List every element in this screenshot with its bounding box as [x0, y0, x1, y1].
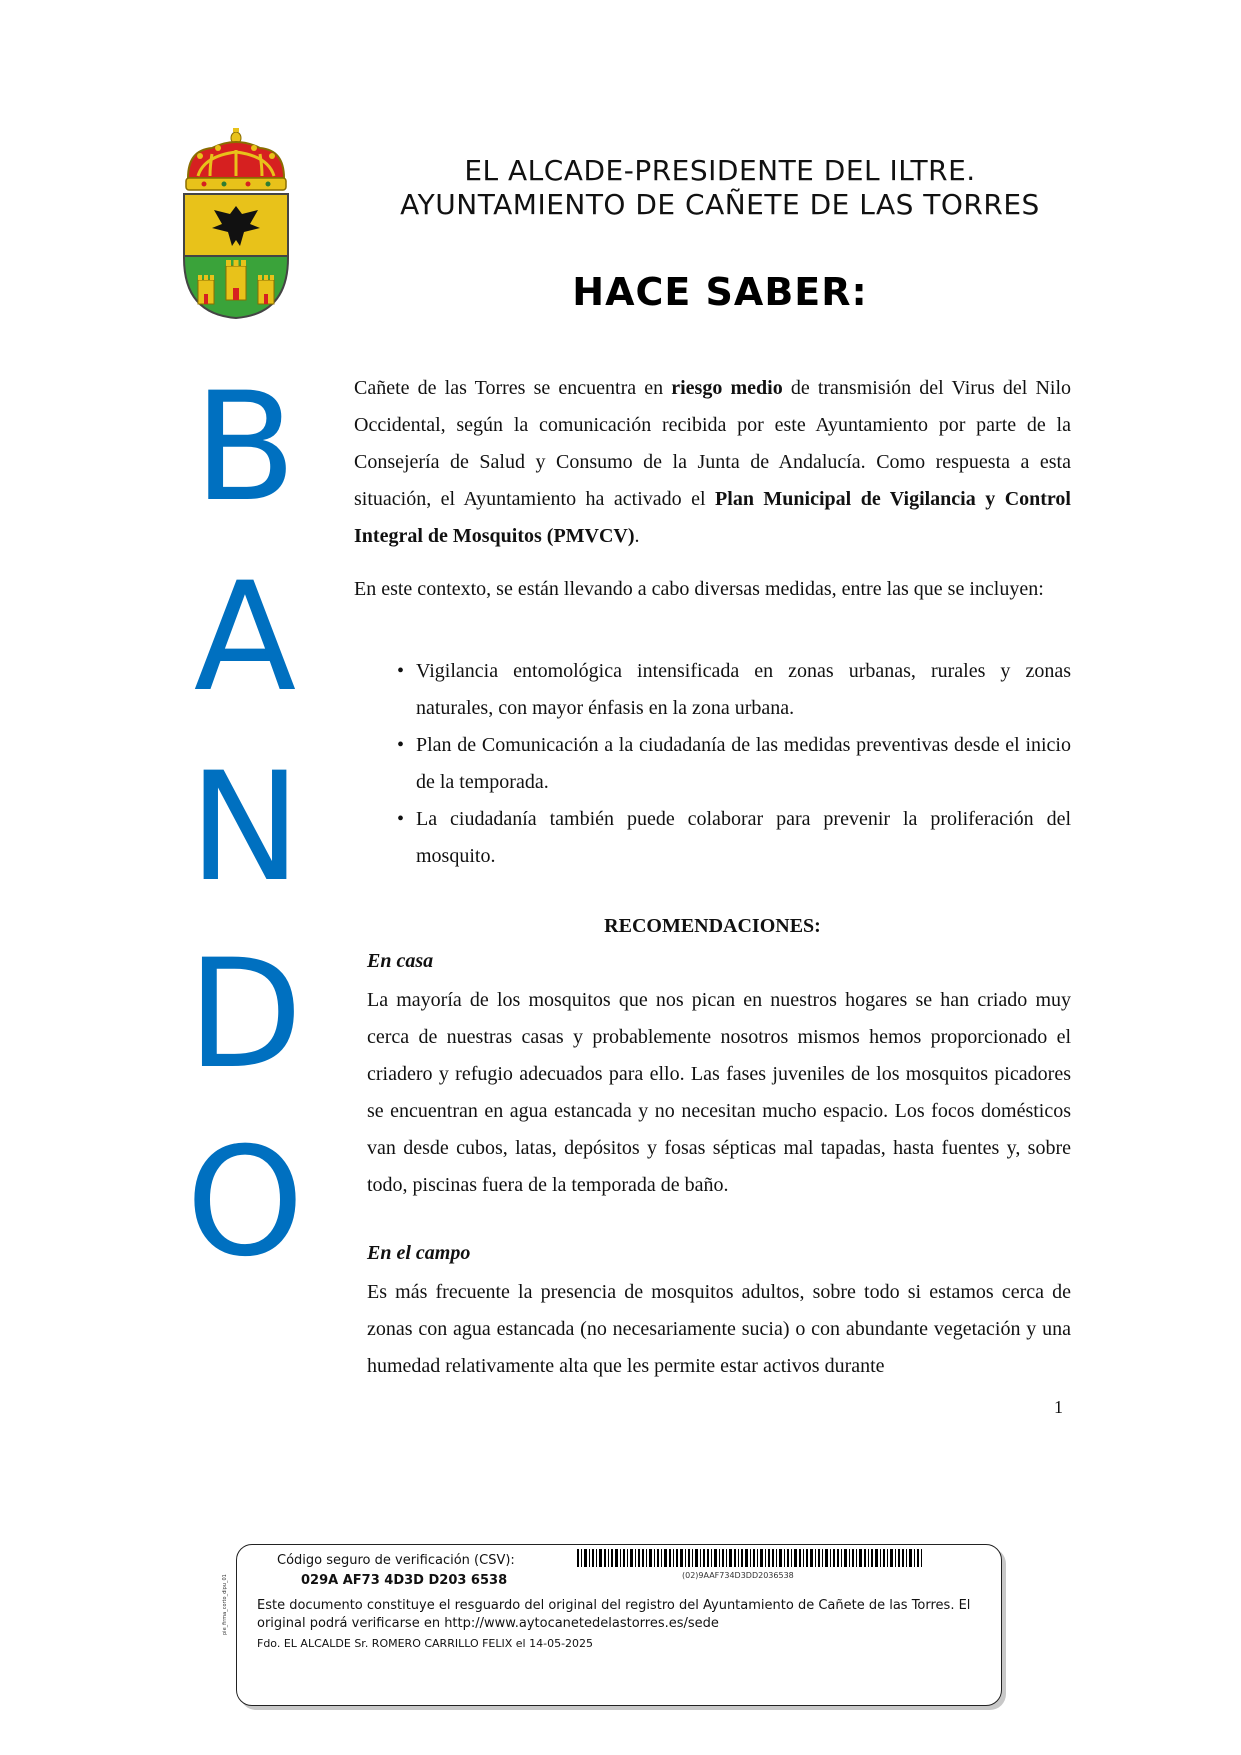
- page-number: 1: [1054, 1397, 1063, 1417]
- csv-signature: Fdo. EL ALCALDE Sr. ROMERO CARRILLO FELIX el 14-05-2025: [257, 1637, 594, 1650]
- barcode-icon: [577, 1549, 922, 1567]
- en-el-campo-heading: En el campo: [367, 1242, 471, 1264]
- bullet-icon: •: [397, 808, 405, 830]
- list-item: • La ciudadanía también puede colaborar para prevenir la proliferación del mosquito.: [400, 801, 1071, 875]
- list-item: • Vigilancia entomológica intensificada en zonas urbanas, rurales y zonas naturales, con mayor énfasis en la zona urbana.: [400, 653, 1071, 727]
- en-casa-heading: En casa: [367, 950, 434, 972]
- bullet-icon: •: [397, 734, 405, 756]
- recommendations-heading: RECOMENDACIONES:: [604, 915, 821, 937]
- hace-saber-heading: HACE SABER:: [572, 270, 868, 314]
- en-casa-paragraph: La mayoría de los mosquitos que nos pican en nuestros hogares se han criado muy cerca de nuestras casas y probablemente nosotros mismos hemos proporcionado el criadero y refugio adecuados para ello. Las fases juveniles de los mosquitos picadores se encuentran en agua estancada y no necesitan mucho espacio. Los focos domésticos van desde cubos, latas, depósitos y fosas sépticas mal tapadas, hasta fuentes y, sobre todo, piscinas fuera de la temporada de baño.: [367, 989, 1071, 1196]
- list-item: • Plan de Comunicación a la ciudadanía de las medidas preventivas desde el inicio de la temporada.: [400, 727, 1071, 801]
- intro-paragraph: Cañete de las Torres se encuentra en riesgo medio de transmisión del Virus del Nilo Occidental, según la comunicación recibida por este Ayuntamiento por parte de la Consejería de Salud y Consumo de la Junta de Andalucía. Como respuesta a esta situación, el Ayuntamiento ha activado el Plan Municipal de Vigilancia y Control Integral de Mosquitos (PMVCV).: [354, 377, 1072, 547]
- bando-letter-o: O: [185, 1116, 305, 1290]
- bando-letter-n: N: [188, 741, 302, 915]
- csv-description: Este documento constituye el resguardo del original del registro del Ayuntamiento de Cañete de las Torres. El original podrá verificarse en http://www.aytocanetedelastorres.es/sede: [257, 1598, 971, 1631]
- en-el-campo-paragraph: Es más frecuente la presencia de mosquitos adultos, sobre todo si estamos cerca de zonas con agua estancada (no necesariamente sucia) o con abundante vegetación y una humedad relativamente alta que les permite estar activos durante: [367, 1281, 1071, 1377]
- municipal-coat-of-arms: [180, 128, 292, 320]
- bando-letter-d: D: [187, 928, 303, 1102]
- context-paragraph: En este contexto, se están llevando a cabo diversas medidas, entre las que se incluyen:: [354, 578, 1044, 600]
- bullet-icon: •: [397, 660, 405, 682]
- header-line-2: AYUNTAMIENTO DE CAÑETE DE LAS TORRES: [400, 188, 1040, 221]
- measures-list: [397, 653, 1071, 875]
- header-line-1: EL ALCADE-PRESIDENTE DEL ILTRE.: [464, 154, 976, 187]
- verification-box: [236, 1544, 1002, 1706]
- csv-code: 029A AF73 4D3D D203 6538: [301, 1573, 508, 1588]
- barcode-text: (02)9AAF734D3DD2036538: [682, 1571, 794, 1580]
- csv-label: Código seguro de verificación (CSV):: [277, 1553, 515, 1568]
- footer-side-id: pie_firma_corto_dipu_01: [222, 1574, 228, 1635]
- bando-letter-b: B: [193, 361, 297, 535]
- bando-letter-a: A: [193, 551, 297, 725]
